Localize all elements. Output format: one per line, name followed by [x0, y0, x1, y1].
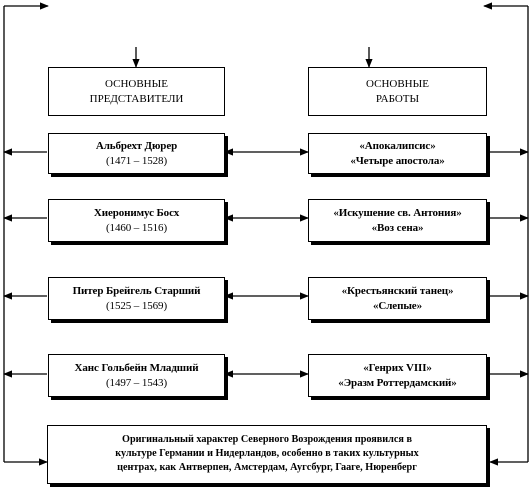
note-line: Оригинальный характер Северного Возрождения проявился в	[122, 434, 412, 445]
artist-years: (1525 – 1569)	[105, 299, 168, 312]
works-box-bosch	[308, 199, 487, 242]
artist-years: (1460 – 1516)	[105, 221, 168, 234]
work-title: «Четыре апостола»	[350, 154, 445, 167]
artist-years: (1497 – 1543)	[105, 376, 168, 389]
work-title: «Эразм Роттердамский»	[338, 376, 457, 389]
artist-box-bruegel	[48, 277, 225, 320]
artist-name: Питер Брейгель Старший	[72, 284, 201, 297]
summary-note	[47, 425, 487, 484]
work-title: «Искушение св. Антония»	[333, 206, 462, 219]
artist-name: Альбрехт Дюрер	[95, 139, 178, 152]
artist-name: Ханс Гольбейн Младший	[74, 361, 199, 374]
header-representatives-line1: ОСНОВНЫЕ	[105, 77, 168, 90]
header-works-line1: ОСНОВНЫЕ	[366, 77, 429, 90]
artist-years: (1471 – 1528)	[105, 154, 168, 167]
header-representatives	[48, 67, 225, 116]
header-representatives-line2: ПРЕДСТАВИТЕЛИ	[89, 92, 184, 105]
note-line: центрах, как Антверпен, Амстердам, Аугсбург, Гааге, Нюренберг	[117, 462, 417, 473]
works-box-durer	[308, 133, 487, 174]
works-box-holbein	[308, 354, 487, 397]
artist-box-bosch	[48, 199, 225, 242]
work-title: «Слепые»	[372, 299, 422, 312]
artist-box-durer	[48, 133, 225, 174]
note-line: культуре Германии и Нидерландов, особенно в таких культурных	[115, 448, 419, 459]
header-works	[308, 67, 487, 116]
header-works-line2: РАБОТЫ	[375, 92, 420, 105]
works-box-bruegel	[308, 277, 487, 320]
work-title: «Воз сена»	[371, 221, 424, 234]
artist-name: Хиеронимус Босх	[93, 206, 180, 219]
work-title: «Апокалипсис»	[359, 139, 436, 152]
artist-box-holbein	[48, 354, 225, 397]
work-title: «Крестьянский танец»	[341, 284, 454, 297]
work-title: «Генрих VIII»	[363, 361, 432, 374]
